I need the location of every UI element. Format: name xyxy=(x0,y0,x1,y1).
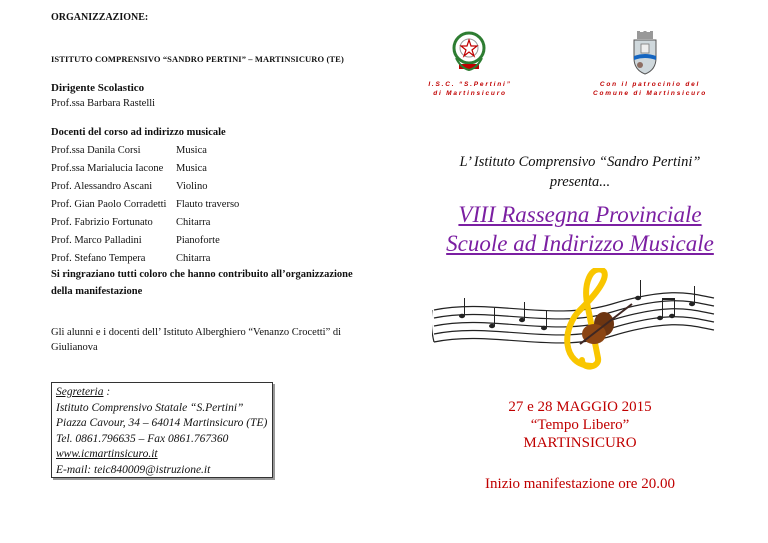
teacher-row xyxy=(51,214,239,232)
segreteria-line3: Tel. 0861.796635 – Fax 0861.767360 xyxy=(56,432,229,445)
comune-logo-line2: Comune di Martinsicuro xyxy=(593,90,707,97)
event-venue: “Tempo Libero” xyxy=(530,417,630,433)
start-time: Inizio manifestazione ore 20.00 xyxy=(485,476,675,492)
municipal-crest-icon xyxy=(630,30,660,76)
org-name: ISTITUTO COMPRENSIVO “SANDRO PERTINI” – MARTINSICURO (TE) xyxy=(51,54,344,64)
presents-line1: L’ Istituto Comprensivo “Sandro Pertini” xyxy=(459,154,701,170)
event-info xyxy=(420,398,740,452)
teacher-name: Prof. Stefano Tempera xyxy=(51,253,146,264)
teacher-instrument: Violino xyxy=(176,181,208,192)
website-link[interactable]: www.icmartinsicuro.it xyxy=(56,448,158,460)
isc-logo-caption xyxy=(410,80,530,98)
event-title xyxy=(410,200,750,258)
event-title-line1: VIII Rassegna Provinciale xyxy=(458,202,702,227)
segreteria-line1: Istituto Comprensivo Statale “S.Pertini” xyxy=(56,401,244,414)
teacher-name: Prof.ssa Danila Corsi xyxy=(51,145,141,156)
teacher-name: Prof. Alessandro Ascani xyxy=(51,181,153,192)
teacher-row xyxy=(51,232,239,250)
teacher-row xyxy=(51,160,239,178)
teacher-instrument: Flauto traverso xyxy=(176,199,240,210)
isc-logo-line2: di Martinsicuro xyxy=(433,90,507,97)
teacher-list xyxy=(51,142,239,268)
teacher-instrument: Musica xyxy=(176,163,207,174)
thanks-text: Si ringraziano tutti coloro che hanno contribuito all’organizzazione della manifestazione xyxy=(51,269,353,297)
teacher-instrument: Chitarra xyxy=(176,253,211,264)
segreteria-line2: Piazza Cavour, 34 – 64014 Martinsicuro (TE) xyxy=(56,417,268,429)
comune-logo-caption xyxy=(590,80,710,98)
org-heading: ORGANIZZAZIONE: xyxy=(51,12,149,23)
teacher-name: Prof.ssa Marialucia Iacone xyxy=(51,163,164,174)
segreteria-colon: : xyxy=(103,386,111,398)
event-date: 27 e 28 MAGGIO 2015 xyxy=(508,399,652,415)
teacher-row xyxy=(51,178,239,196)
teacher-name: Prof. Fabrizio Fortunato xyxy=(51,217,153,228)
teacher-instrument: Pianoforte xyxy=(176,235,220,246)
teacher-instrument: Chitarra xyxy=(176,217,211,228)
teacher-name: Prof. Gian Paolo Corradetti xyxy=(51,199,167,210)
dirigente-title: Dirigente Scolastico xyxy=(51,82,145,94)
segreteria-title: Segreteria xyxy=(56,386,104,398)
teacher-name: Prof. Marco Palladini xyxy=(51,235,142,246)
event-city: MARTINSICURO xyxy=(523,435,637,451)
dirigente-name: Prof.ssa Barbara Rastelli xyxy=(51,98,156,109)
alumni-text: Gli alunni e i docenti dell’ Istituto Alberghiero “Venanzo Crocetti” di Giulianova xyxy=(51,327,342,353)
teacher-row xyxy=(51,142,239,160)
event-title-line2: Scuole ad Indirizzo Musicale xyxy=(446,231,714,256)
presents-text xyxy=(420,152,740,192)
italian-emblem-icon xyxy=(451,28,487,76)
email-text: E-mail: teic840009@istruzione.it xyxy=(56,463,211,476)
isc-logo-line1: I.S.C. “S.Pertini” xyxy=(428,81,512,88)
teacher-instrument: Musica xyxy=(176,145,207,156)
docenti-title: Docenti del corso ad indirizzo musicale xyxy=(51,127,226,138)
music-staff-violin-illustration xyxy=(432,268,716,370)
teacher-row xyxy=(51,196,239,214)
comune-logo-line1: Con il patrocinio del xyxy=(599,81,701,88)
presents-line2: presenta... xyxy=(549,174,611,190)
segreteria-box xyxy=(51,382,273,478)
